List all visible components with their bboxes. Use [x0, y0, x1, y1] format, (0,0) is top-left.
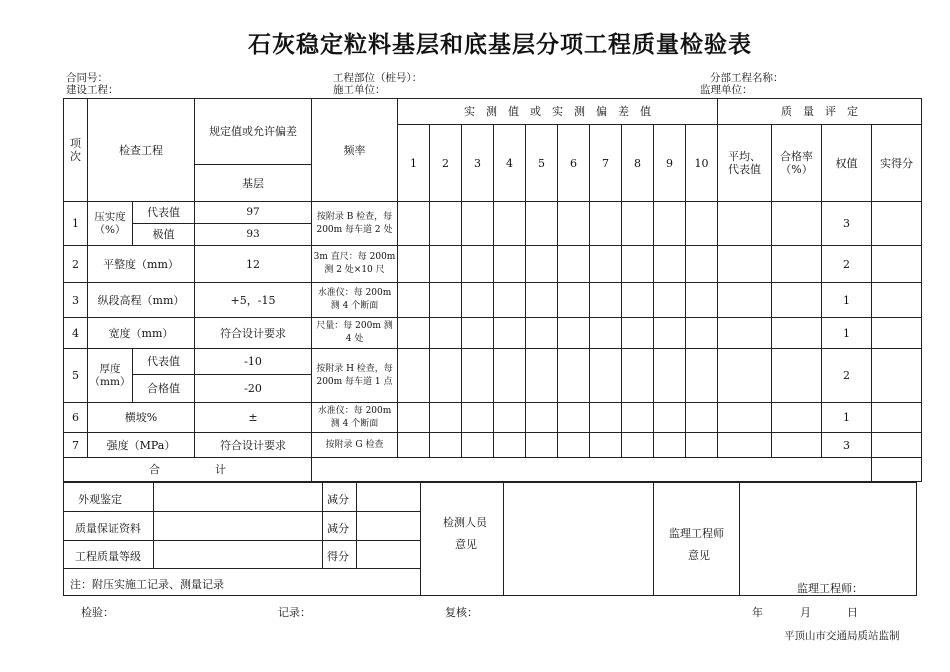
- row-5-sub-2-spec: -20: [195, 375, 312, 403]
- col-check-item: 检查工程: [88, 99, 195, 202]
- row-5-m2[interactable]: [430, 349, 462, 403]
- row-2-m8[interactable]: [622, 246, 654, 283]
- total-label: 合 计: [64, 458, 312, 482]
- row-3-no: 3: [64, 283, 88, 318]
- row-2-m10[interactable]: [686, 246, 718, 283]
- row-6-m9[interactable]: [654, 403, 686, 433]
- date-year: 年: [752, 606, 763, 619]
- row-1-sub-2-label: 极值: [133, 224, 195, 246]
- row-6-m8[interactable]: [622, 403, 654, 433]
- row-2-name: 平整度（mm）: [88, 246, 195, 283]
- supervisor-signature-label: 监理工程师：: [797, 582, 863, 595]
- row-1-weight: 3: [822, 202, 872, 246]
- row-6-m7[interactable]: [590, 403, 622, 433]
- quality-docs-label: 质量保证资料: [75, 522, 141, 535]
- row-1-m7[interactable]: [590, 202, 622, 246]
- row-1-m1[interactable]: [398, 202, 430, 246]
- row-2-m5[interactable]: [526, 246, 558, 283]
- row-3-m2[interactable]: [430, 283, 462, 318]
- row-6-score[interactable]: [872, 403, 922, 433]
- row-7-frequency: 按附录 G 检查: [312, 433, 398, 458]
- row-5-m5[interactable]: [526, 349, 558, 403]
- row-2-m3[interactable]: [462, 246, 494, 283]
- row-7-average[interactable]: [718, 433, 772, 458]
- row-2-m9[interactable]: [654, 246, 686, 283]
- row-4-m1[interactable]: [398, 318, 430, 349]
- appearance-label: 外观鉴定: [78, 493, 122, 506]
- row-5-name: 厚度 （mm）: [88, 349, 133, 403]
- row-5-average[interactable]: [718, 349, 772, 403]
- bottom-section: [63, 482, 917, 596]
- row-5-m3[interactable]: [462, 349, 494, 403]
- row-1-sub-1-label: 代表值: [133, 202, 195, 224]
- project-location-label: 工程部位（桩号）：: [333, 72, 423, 84]
- divider: [64, 511, 420, 512]
- row-2-no: 2: [64, 246, 88, 283]
- row-2-m2[interactable]: [430, 246, 462, 283]
- row-5-m7[interactable]: [590, 349, 622, 403]
- total-value[interactable]: [312, 458, 872, 482]
- divider: [503, 483, 504, 595]
- row-3-frequency: 水准仪：每 200m 测 4 个断面: [312, 283, 398, 318]
- row-6-m10[interactable]: [686, 403, 718, 433]
- row-7-spec: 符合设计要求: [195, 433, 312, 458]
- divider: [153, 483, 154, 568]
- row-3-m1[interactable]: [398, 283, 430, 318]
- row-1-frequency: 按附录 B 检查，每 200m 每车道 2 处: [312, 202, 398, 246]
- row-4-m3[interactable]: [462, 318, 494, 349]
- divider: [64, 540, 420, 541]
- construction-unit-label: 施工单位：: [333, 84, 386, 96]
- measure-col-3: 3: [462, 125, 494, 202]
- col-quality-assessment: 质 量 评 定: [718, 99, 922, 125]
- row-1-pass-rate[interactable]: [772, 202, 822, 246]
- col-weight: 权值: [822, 125, 872, 202]
- row-1-name: 压实度 （%）: [88, 202, 133, 246]
- row-4-m4[interactable]: [494, 318, 526, 349]
- supervision-unit-label: 监理单位：: [700, 84, 753, 96]
- row-4-name: 宽度（mm）: [88, 318, 195, 349]
- divider: [653, 483, 654, 595]
- row-7-name: 强度（MPa）: [88, 433, 195, 458]
- row-4-m9[interactable]: [654, 318, 686, 349]
- row-4-weight: 1: [822, 318, 872, 349]
- measure-col-6: 6: [558, 125, 590, 202]
- col-measured-values: 实 测 值 或 实 测 偏 差 值: [398, 99, 718, 125]
- total-score[interactable]: [872, 458, 922, 482]
- row-5-m6[interactable]: [558, 349, 590, 403]
- row-7-m9[interactable]: [654, 433, 686, 458]
- row-7-m2[interactable]: [430, 433, 462, 458]
- row-2-m6[interactable]: [558, 246, 590, 283]
- row-1-m9[interactable]: [654, 202, 686, 246]
- row-1-sub-1-spec: 97: [195, 202, 312, 224]
- row-2-m4[interactable]: [494, 246, 526, 283]
- row-6-name: 横坡%: [88, 403, 195, 433]
- row-4-m5[interactable]: [526, 318, 558, 349]
- row-5-m10[interactable]: [686, 349, 718, 403]
- row-3-pass-rate[interactable]: [772, 283, 822, 318]
- row-5-m8[interactable]: [622, 349, 654, 403]
- row-5-weight: 2: [822, 349, 872, 403]
- row-4-m2[interactable]: [430, 318, 462, 349]
- row-2-m1[interactable]: [398, 246, 430, 283]
- page-title: 石灰稳定粒料基层和底基层分项工程质量检验表: [248, 32, 752, 58]
- row-2-average[interactable]: [718, 246, 772, 283]
- measure-col-10: 10: [686, 125, 718, 202]
- row-6-m1[interactable]: [398, 403, 430, 433]
- row-7-m4[interactable]: [494, 433, 526, 458]
- row-4-m6[interactable]: [558, 318, 590, 349]
- row-1-no: 1: [64, 202, 88, 246]
- row-6-m5[interactable]: [526, 403, 558, 433]
- row-7-m3[interactable]: [462, 433, 494, 458]
- row-1-score[interactable]: [872, 202, 922, 246]
- date-month: 月: [800, 606, 811, 619]
- measure-col-4: 4: [494, 125, 526, 202]
- row-1-m10[interactable]: [686, 202, 718, 246]
- row-5-sub-1-label: 代表值: [133, 349, 195, 375]
- row-3-m7[interactable]: [590, 283, 622, 318]
- review-label: 复核：: [445, 606, 478, 619]
- row-4-pass-rate[interactable]: [772, 318, 822, 349]
- measure-col-9: 9: [654, 125, 686, 202]
- row-5-pass-rate[interactable]: [772, 349, 822, 403]
- row-6-m6[interactable]: [558, 403, 590, 433]
- row-4-m10[interactable]: [686, 318, 718, 349]
- row-7-score[interactable]: [872, 433, 922, 458]
- row-5-score[interactable]: [872, 349, 922, 403]
- row-6-m4[interactable]: [494, 403, 526, 433]
- row-3-m4[interactable]: [494, 283, 526, 318]
- record-label: 记录：: [278, 606, 311, 619]
- measure-col-7: 7: [590, 125, 622, 202]
- row-5-sub-1-spec: -10: [195, 349, 312, 375]
- score-label: 得分: [327, 550, 349, 563]
- col-score: 实得分: [872, 125, 922, 202]
- row-6-m2[interactable]: [430, 403, 462, 433]
- row-3-m5[interactable]: [526, 283, 558, 318]
- deduct-label-2: 减分: [327, 522, 349, 535]
- row-1-m8[interactable]: [622, 202, 654, 246]
- row-3-m6[interactable]: [558, 283, 590, 318]
- row-7-pass-rate[interactable]: [772, 433, 822, 458]
- row-2-weight: 2: [822, 246, 872, 283]
- row-3-m8[interactable]: [622, 283, 654, 318]
- contract-no-label: 合同号：: [66, 72, 108, 84]
- measure-col-5: 5: [526, 125, 558, 202]
- col-pass-rate: 合格率 （%）: [772, 125, 822, 202]
- inspection-label: 检验：: [81, 606, 114, 619]
- row-4-spec: 符合设计要求: [195, 318, 312, 349]
- col-average: 平均、 代表值: [718, 125, 772, 202]
- row-4-average[interactable]: [718, 318, 772, 349]
- row-4-no: 4: [64, 318, 88, 349]
- sub-project-name-label: 分部工程名称：: [710, 72, 784, 84]
- row-2-spec: 12: [195, 246, 312, 283]
- row-1-m5[interactable]: [526, 202, 558, 246]
- row-5-no: 5: [64, 349, 88, 403]
- measure-col-2: 2: [430, 125, 462, 202]
- row-6-no: 6: [64, 403, 88, 433]
- row-7-m5[interactable]: [526, 433, 558, 458]
- deduct-label-1: 减分: [327, 493, 349, 506]
- supervisor-opinion-label: 监理工程师: [669, 527, 724, 540]
- date-day: 日: [847, 606, 858, 619]
- row-5-m4[interactable]: [494, 349, 526, 403]
- construction-project-label: 建设工程：: [66, 84, 119, 96]
- col-item-no: 项 次: [64, 99, 88, 202]
- row-3-average[interactable]: [718, 283, 772, 318]
- divider: [739, 483, 740, 595]
- row-7-no: 7: [64, 433, 88, 458]
- row-2-score[interactable]: [872, 246, 922, 283]
- row-7-weight: 3: [822, 433, 872, 458]
- row-2-frequency: 3m 直尺：每 200m 测 2 处×10 尺: [312, 246, 398, 283]
- row-1-average[interactable]: [718, 202, 772, 246]
- row-3-m9[interactable]: [654, 283, 686, 318]
- row-4-m7[interactable]: [590, 318, 622, 349]
- row-5-m1[interactable]: [398, 349, 430, 403]
- row-3-score[interactable]: [872, 283, 922, 318]
- row-3-m3[interactable]: [462, 283, 494, 318]
- supervisor-opinion-label-2: 意见: [688, 549, 710, 562]
- row-2-m7[interactable]: [590, 246, 622, 283]
- row-6-m3[interactable]: [462, 403, 494, 433]
- quality-grade-label: 工程质量等级: [75, 550, 141, 563]
- inspection-table: [63, 98, 922, 482]
- row-1-m2[interactable]: [430, 202, 462, 246]
- row-6-average[interactable]: [718, 403, 772, 433]
- row-6-spec: ±: [195, 403, 312, 433]
- row-7-m1[interactable]: [398, 433, 430, 458]
- col-frequency: 频率: [312, 99, 398, 202]
- row-1-m4[interactable]: [494, 202, 526, 246]
- col-spec: 规定值或允许偏差: [195, 99, 312, 165]
- row-6-pass-rate[interactable]: [772, 403, 822, 433]
- issuer-label: 平顶山市交通局质站监制: [784, 630, 900, 642]
- row-1-m6[interactable]: [558, 202, 590, 246]
- row-6-frequency: 水准仪：每 200m 测 4 个断面: [312, 403, 398, 433]
- inspector-opinion-label: 检测人员: [443, 516, 487, 529]
- measure-col-1: 1: [398, 125, 430, 202]
- divider: [356, 483, 357, 568]
- row-3-weight: 1: [822, 283, 872, 318]
- row-7-m6[interactable]: [558, 433, 590, 458]
- measure-col-8: 8: [622, 125, 654, 202]
- row-1-m3[interactable]: [462, 202, 494, 246]
- divider: [420, 483, 421, 595]
- row-5-m9[interactable]: [654, 349, 686, 403]
- row-7-m7[interactable]: [590, 433, 622, 458]
- row-4-m8[interactable]: [622, 318, 654, 349]
- col-spec-base: 基层: [195, 165, 312, 202]
- row-3-spec: +5，-15: [195, 283, 312, 318]
- row-4-score[interactable]: [872, 318, 922, 349]
- divider: [64, 568, 420, 569]
- divider: [322, 483, 323, 568]
- row-5-sub-2-label: 合格值: [133, 375, 195, 403]
- row-6-weight: 1: [822, 403, 872, 433]
- note-text: 注：附压实施工记录、测量记录: [70, 578, 224, 591]
- row-2-pass-rate[interactable]: [772, 246, 822, 283]
- row-1-sub-2-spec: 93: [195, 224, 312, 246]
- row-7-m10[interactable]: [686, 433, 718, 458]
- row-3-m10[interactable]: [686, 283, 718, 318]
- row-5-frequency: 按附录 H 检查，每 200m 每车道 1 点: [312, 349, 398, 403]
- row-7-m8[interactable]: [622, 433, 654, 458]
- inspector-opinion-label-2: 意见: [455, 538, 477, 551]
- row-4-frequency: 尺量：每 200m 测 4 处: [312, 318, 398, 349]
- row-3-name: 纵段高程（mm）: [88, 283, 195, 318]
